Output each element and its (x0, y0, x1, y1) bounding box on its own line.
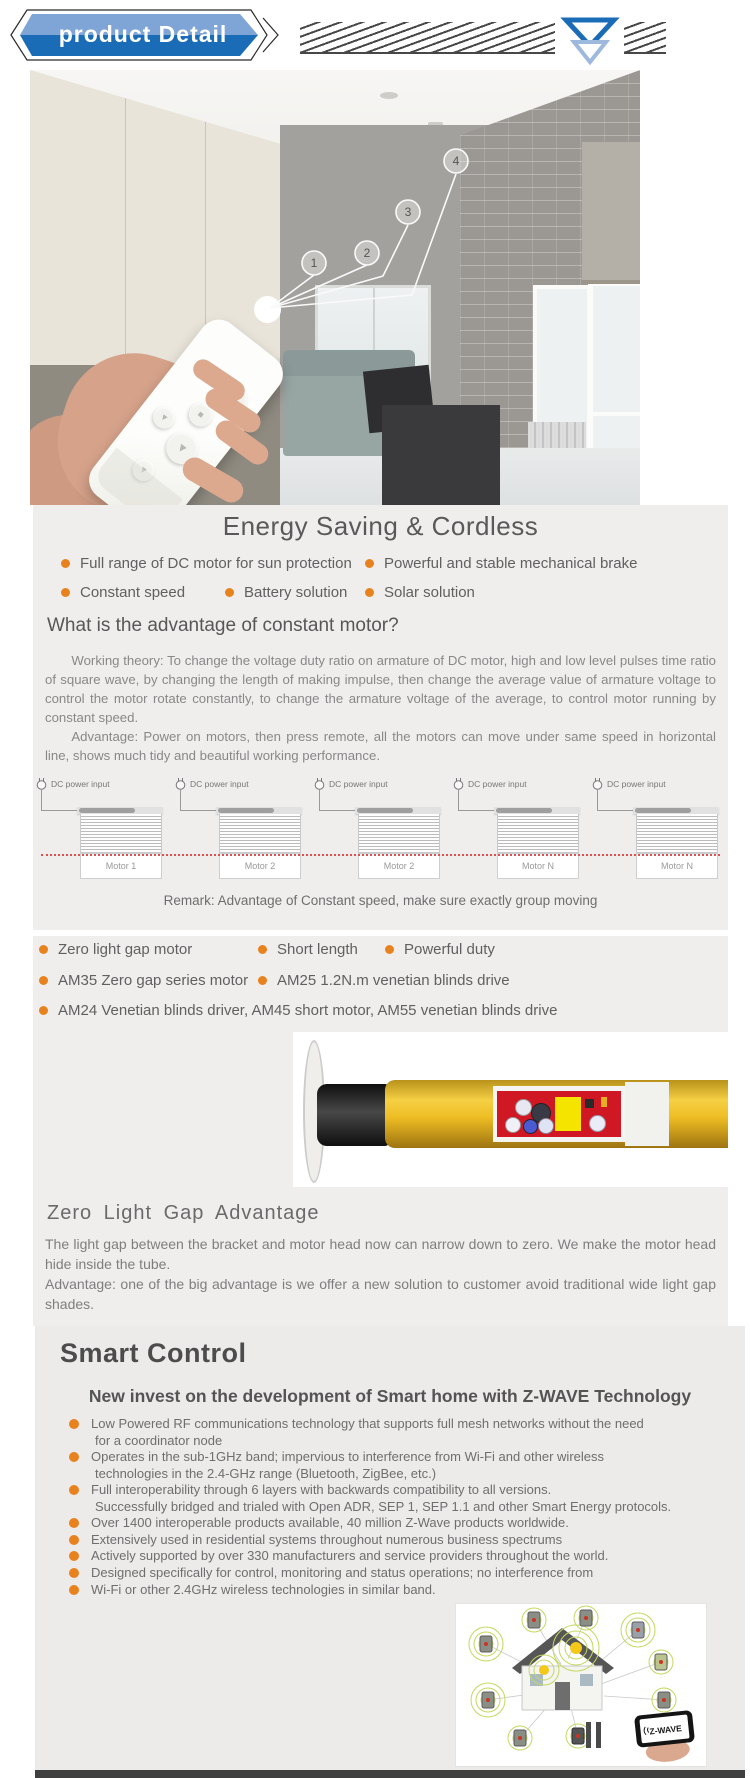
bullet-dot-icon (39, 1006, 48, 1015)
energy-title: Energy Saving & Cordless (222, 511, 539, 541)
diagram-motor-unit (589, 777, 728, 887)
bullet-dot-icon (69, 1551, 79, 1561)
bullet-label: Full range of DC motor for sun protection (80, 555, 352, 572)
blind-slats (219, 814, 301, 853)
plug-icon (174, 777, 187, 791)
bullet-dot-icon (69, 1568, 79, 1578)
plug-icon (35, 777, 48, 791)
next-image-edge (35, 1770, 745, 1778)
annotation-4: 4 (452, 154, 460, 168)
advantage-text: Advantage: Power on motors, then press remote, all the motors can move under same speed in horizontal line, shows much tidy and beautiful working performance. (45, 729, 716, 763)
diagram-motor-unit (450, 777, 589, 887)
annotation-1: 1 (310, 256, 318, 270)
zwave-phone-icon (634, 1710, 697, 1765)
bullet-item (225, 584, 347, 601)
zwave-bullet-label: Over 1400 interoperable products available, 40 million Z-Wave products worldwide. (91, 1515, 569, 1530)
blind-slats (497, 814, 579, 853)
diagram-remark: Remark: Advantage of Constant speed, make sure exactly group moving (163, 893, 598, 908)
blind-headrail (355, 807, 441, 814)
diagram-motor-unit (172, 777, 311, 887)
diagram-motor-unit (33, 777, 172, 887)
tubular-motor-image (293, 1032, 728, 1187)
zwave-bullet-continuation (95, 1466, 436, 1482)
zero-gap-title: Zero Light Gap Advantage (47, 1202, 320, 1224)
bullet-label: AM35 Zero gap series motor (58, 972, 249, 989)
zwave-bullet (69, 1582, 436, 1598)
bullet-item (385, 941, 495, 958)
alignment-dotted-line (41, 854, 720, 856)
zwave-subtitle: New invest on the development of Smart home with Z-WAVE Technology (88, 1386, 692, 1406)
bullet-dot-icon (258, 976, 267, 985)
bullet-dot-icon (61, 559, 70, 568)
zwave-bullet-label: Actively supported by over 330 manufacturers and service providers throughout the world. (91, 1548, 609, 1563)
working-theory-paragraphs (45, 651, 716, 765)
bullet-dot-icon (69, 1518, 79, 1528)
zwave-bullet-label: Extensively used in residential systems throughout numerous business spectrums (91, 1532, 563, 1547)
blind-slats (358, 814, 440, 853)
power-input-label: DC power input (468, 779, 527, 789)
zwave-bullet-label: Full interoperability through 6 layers with backwards compatibility to all versions. (91, 1482, 552, 1497)
blind-headrail (633, 807, 719, 814)
plug-icon (313, 777, 326, 791)
blind-headrail (494, 807, 580, 814)
zwave-bullet-label: for a coordinator node (95, 1433, 223, 1448)
tube-motor (218, 808, 274, 813)
zero-gap-text: The light gap between the bracket and motor head now can narrow down to zero. We make the motor head hide inside the tube. (45, 1236, 716, 1272)
section-energy-saving (33, 505, 728, 930)
bullet-dot-icon (385, 945, 394, 954)
zwave-bullet (69, 1482, 551, 1498)
bullet-label: AM24 Venetian blinds driver, AM45 short motor, AM55 venetian blinds drive (58, 1002, 558, 1019)
zwave-bullet-label: Wi-Fi or other 2.4GHz wireless technologies in similar band. (91, 1582, 436, 1597)
annotation-3: 3 (404, 205, 412, 219)
zwave-bullet-continuation (95, 1499, 671, 1515)
section-zero-light-gap (33, 936, 728, 1326)
annotation-circles (302, 149, 468, 275)
zwave-bullet (69, 1565, 593, 1581)
page-title: product Detail (58, 21, 228, 47)
hero-photo (30, 70, 640, 505)
remote-down-button-icon: ▼ (128, 455, 159, 486)
bullet-dot-icon (69, 1452, 79, 1462)
bullet-label: Battery solution (244, 584, 348, 601)
zwave-bullet-label: Designed specifically for control, monitoring and status operations; no interference from (91, 1565, 594, 1580)
zwave-bullet (69, 1532, 562, 1548)
annotation-overlay (30, 70, 640, 505)
bullet-dot-icon (69, 1535, 79, 1545)
zero-gap-advantage-text: Advantage: one of the big advantage is we offer a new solution to customer avoid traditional wide light gap shades. (45, 1276, 716, 1312)
tube-motor (79, 808, 135, 813)
motor-label: Motor N (497, 853, 579, 879)
blind-headrail (216, 807, 302, 814)
bullet-item (61, 555, 352, 572)
blind-slats (636, 814, 718, 853)
hatch-decoration-icon (300, 22, 555, 54)
blind-slats (80, 814, 162, 853)
zwave-bullet-label: Low Powered RF communications technology that supports full mesh networks without the need (91, 1416, 644, 1431)
motor-cutaway (493, 1086, 625, 1142)
bullet-item (258, 972, 510, 989)
zero-gap-paragraphs (45, 1234, 716, 1314)
power-input-label: DC power input (51, 779, 110, 789)
bullet-item (258, 941, 358, 958)
blind-headrail (77, 807, 163, 814)
tube-motor (357, 808, 413, 813)
chevron-down-icon (558, 16, 620, 66)
motor-label: Motor 2 (219, 853, 301, 879)
section-smart-control (35, 1326, 745, 1778)
bullet-item (61, 584, 185, 601)
remote-stop-button-icon: ■ (184, 398, 218, 432)
plug-icon (591, 777, 604, 791)
zwave-bullet-label: technologies in the 2.4-GHz range (Bluetooth, ZigBee, etc.) (95, 1466, 437, 1481)
tube-motor (635, 808, 691, 813)
plug-icon (452, 777, 465, 791)
zwave-bullet (69, 1515, 569, 1531)
bullet-dot-icon (365, 588, 374, 597)
bullet-label: Powerful and stable mechanical brake (384, 555, 638, 572)
bullet-item (39, 972, 248, 989)
motor-label: Motor N (636, 853, 718, 879)
smart-control-title: Smart Control (60, 1338, 247, 1368)
hatch-decoration-icon (624, 22, 666, 54)
remote-down-button-icon: ▼ (149, 402, 180, 433)
bullet-item (39, 1002, 557, 1019)
bullet-item (39, 941, 192, 958)
bullet-label: Short length (277, 941, 358, 958)
bullet-dot-icon (39, 976, 48, 985)
bullet-label: Powerful duty (404, 941, 495, 958)
bullet-label: Constant speed (80, 584, 186, 601)
section-header-banner (8, 6, 298, 64)
motor-inner-sleeve (625, 1082, 669, 1146)
motor-pcb (497, 1091, 621, 1137)
bullet-dot-icon (39, 945, 48, 954)
tube-motor (496, 808, 552, 813)
zwave-bullet (69, 1416, 644, 1432)
bullet-item (365, 555, 637, 572)
bullet-dot-icon (225, 588, 234, 597)
motor-label: Motor 2 (358, 853, 440, 879)
smart-home-image (455, 1603, 707, 1767)
power-input-label: DC power input (190, 779, 249, 789)
bullet-dot-icon (258, 945, 267, 954)
zwave-bullet-label: Operates in the sub-1GHz band; impervious to interference from Wi-Fi and other wireless (91, 1449, 604, 1464)
annotation-2: 2 (363, 246, 371, 260)
smart-home-illustration (456, 1604, 706, 1766)
working-theory-text: Working theory: To change the voltage duty ratio on armature of DC motor, high and low level pulses time ratio of square wave, by changing the length of making impulse, then change the average value of armature voltage to control the motor rotate constantly, to change the armature voltage of the average, to control motor running by constant speed. (45, 653, 716, 725)
zwave-bullet-continuation (95, 1433, 222, 1449)
bullet-item (365, 584, 475, 601)
svg-text:Z-WAVE: Z-WAVE (648, 1723, 683, 1737)
bullet-label: Solar solution (384, 584, 475, 601)
house-icon (512, 1628, 614, 1710)
bullet-label: Zero light gap motor (58, 941, 193, 958)
motor-head (317, 1084, 389, 1146)
bullet-label: AM25 1.2N.m venetian blinds drive (277, 972, 510, 989)
power-input-label: DC power input (329, 779, 388, 789)
constant-speed-diagram (33, 777, 728, 892)
motor-label: Motor 1 (80, 853, 162, 879)
bullet-dot-icon (69, 1419, 79, 1429)
power-input-label: DC power input (607, 779, 666, 789)
constant-motor-question: What is the advantage of constant motor? (47, 615, 399, 636)
remote-down-button-icon: ▼ (160, 426, 205, 471)
bullet-dot-icon (69, 1485, 79, 1495)
bullet-dot-icon (365, 559, 374, 568)
bullet-dot-icon (61, 588, 70, 597)
zwave-bullet (69, 1449, 604, 1465)
zwave-bullet-label: Successfully bridged and trialed with Open ADR, SEP 1, SEP 1.1 and other Smart Energy protocols. (95, 1499, 672, 1514)
diagram-motor-unit (311, 777, 450, 887)
bullet-dot-icon (69, 1585, 79, 1595)
zwave-bullet (69, 1548, 608, 1564)
